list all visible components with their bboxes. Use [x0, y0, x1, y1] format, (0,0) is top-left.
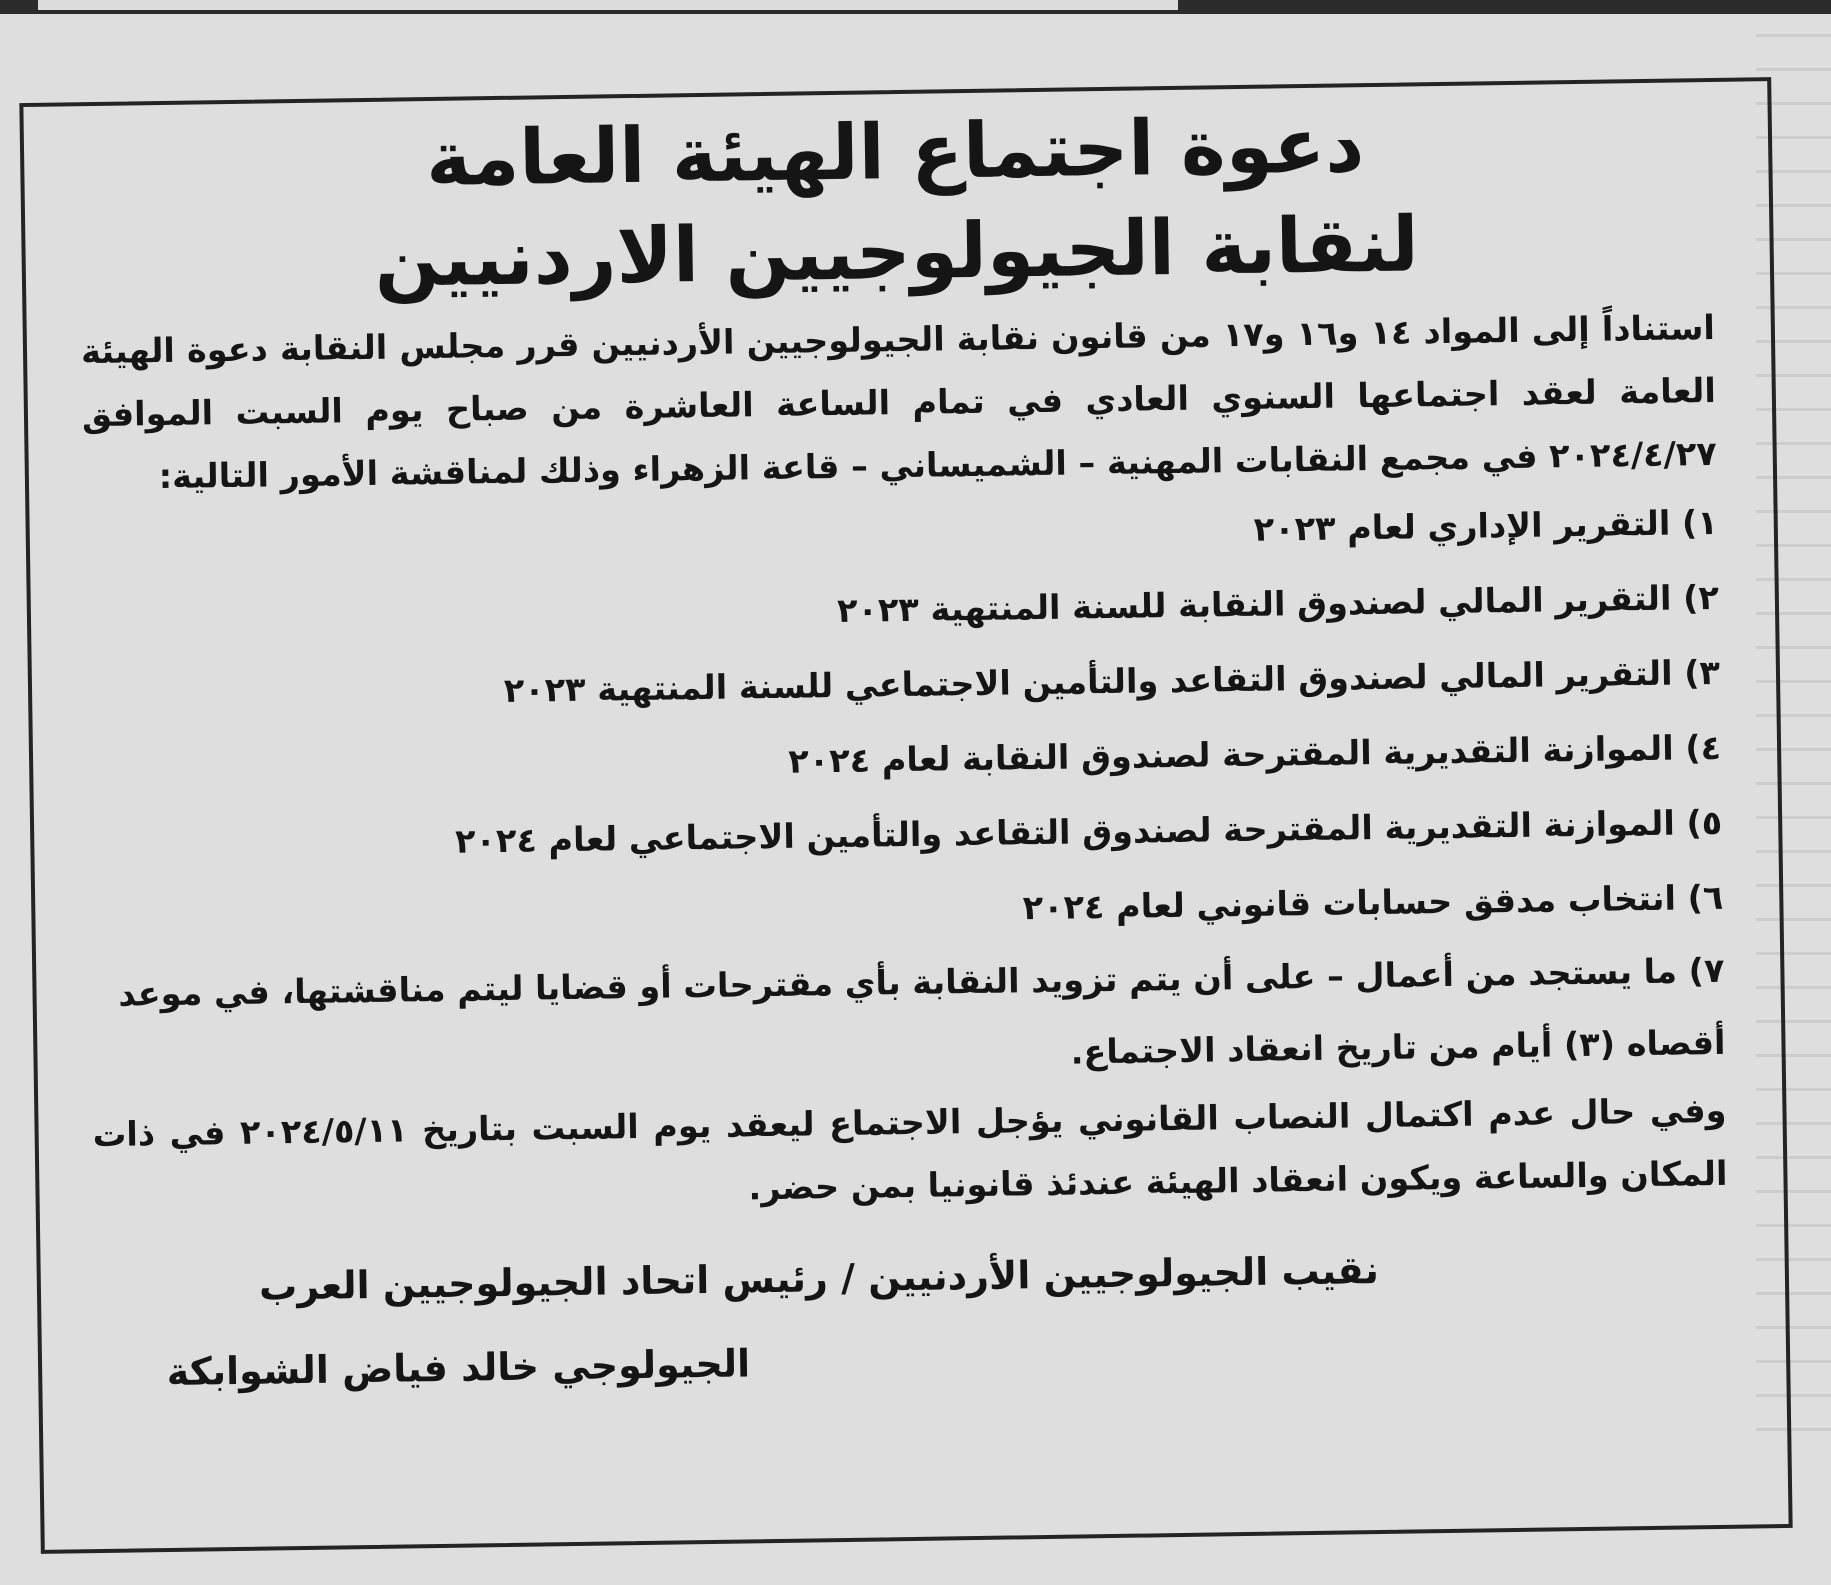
signatory-name: الجيولوجي خالد فياض الشوابكة: [166, 1341, 751, 1395]
agenda-item-7: ٧) ما يستجد من أعمال – على أن يتم تزويد النقابة بأي مقترحات أو قضايا ليتم مناقشتها، في موعد أقصاه (٣) أيام من تاريخ انعقاد الاجتماع.: [118, 950, 1726, 1072]
signatory-title: نقيب الجيولوجيين الأردنيين / رئيس اتحاد الجيولوجيين العرب: [258, 1248, 1380, 1309]
previous-item-edge: [38, 0, 1178, 10]
agenda-item-3: ٣) التقرير المالي لصندوق التقاعد والتأمين الاجتماعي للسنة المنتهية ٢٠٢٣: [503, 652, 1721, 710]
agenda-item-6: ٦) انتخاب مدقق حسابات قانوني لعام ٢٠٢٤: [1022, 877, 1724, 928]
agenda-item-4: ٤) الموازنة التقديرية المقترحة لصندوق النقابة لعام ٢٠٢٤: [788, 727, 1722, 781]
intro-paragraph: استناداً إلى المواد ١٤ و١٦ و١٧ من قانون نقابة الجيولوجيين الأردنيين قرر مجلس النقابة دعوة الهيئة العامة لعقد اجتماعها السنوي العادي في تمام الساعة العاشرة من صباح يوم السبت الموافق ٢٠٢٤/٤/٢٧ في مجمع النقابات المهنية – الشميساني – قاعة الزهراء وذلك لمناقشة الأمور التالية:: [80, 307, 1718, 497]
agenda-item-1: ١) التقرير الإداري لعام ٢٠٢٣: [1253, 502, 1719, 549]
agenda-item-2: ٢) التقرير المالي لصندوق النقابة للسنة المنتهية ٢٠٢٣: [836, 577, 1720, 630]
agenda-list: [83, 485, 1726, 1103]
notice-box: [19, 77, 1792, 1554]
quorum-paragraph: وفي حال عدم اكتمال النصاب القانوني يؤجل الاجتماع ليعقد يوم السبت بتاريخ ٢٠٢٤/٥/١١ في ذات المكان والساعة ويكون انعقاد الهيئة عندئذ قانونيا بمن حضر.: [92, 1090, 1728, 1208]
notice-title-line2: لنقابة الجيولوجيين الاردنيين: [373, 199, 1420, 304]
top-edge: [0, 0, 1831, 14]
signature-block: [94, 1223, 1730, 1415]
agenda-item-5: ٥) الموازنة التقديرية المقترحة لصندوق التقاعد والتأمين الاجتماعي لعام ٢٠٢٤: [454, 802, 1723, 861]
notice-title-line1: دعوة اجتماع الهيئة العامة: [425, 100, 1365, 204]
